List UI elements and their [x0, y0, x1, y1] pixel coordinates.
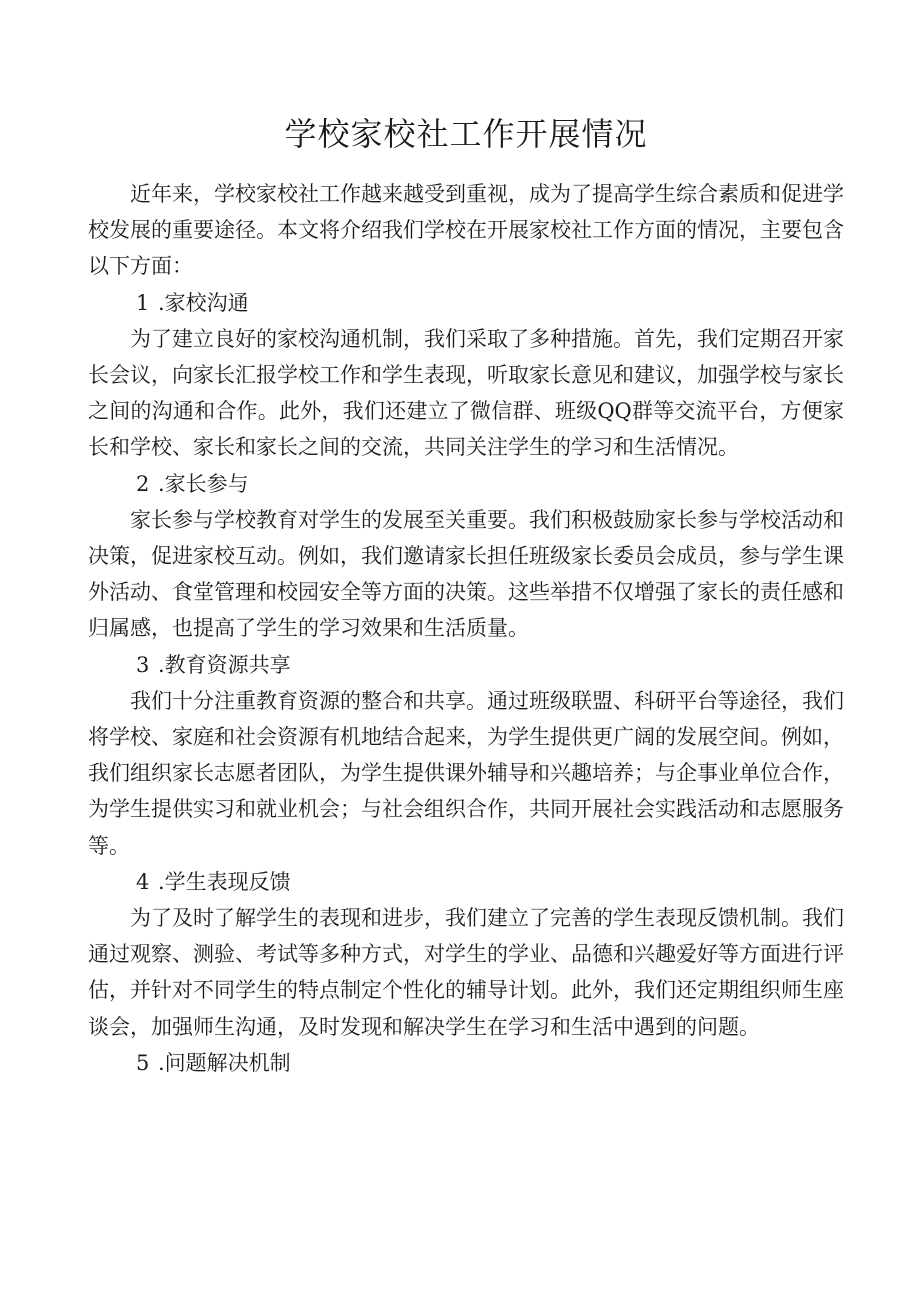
section-number: 4 [136, 869, 150, 894]
section-number: 1 [136, 290, 150, 315]
section-heading-5 [88, 1045, 844, 1081]
section-heading-2 [88, 466, 844, 502]
document-title: 学校家校社工作开展情况 [284, 115, 648, 153]
section-number: 2 [136, 471, 150, 496]
section-number: 3 [136, 652, 150, 677]
section-number: 5 [136, 1050, 150, 1075]
section-heading-1 [88, 285, 844, 321]
section-heading-text: .问题解决机制 [158, 1050, 291, 1075]
section-heading-text: .学生表现反馈 [158, 869, 291, 894]
section-paragraph-2: 家长参与学校教育对学生的发展至关重要。我们积极鼓励家长参与学校活动和决策，促进家校互动。例如，我们邀请家长担任班级家长委员会成员，参与学生课外活动、食堂管理和校园安全等方面的决策。这些举措不仅增强了家长的责任感和归属感，也提高了学生的学习效果和生活质量。 [88, 507, 844, 641]
section-paragraph-3: 我们十分注重教育资源的整合和共享。通过班级联盟、科研平台等途径，我们将学校、家庭和社会资源有机地结合起来，为学生提供更广阔的发展空间。例如，我们组织家长志愿者团队，为学生提供课外辅导和兴趣培养；与企事业单位合作，为学生提供实习和就业机会；与社会组织合作，共同开展社会实践活动和志愿服务等。 [88, 688, 844, 858]
document-body [88, 176, 844, 1081]
section-heading-text: .家校沟通 [158, 290, 249, 315]
section-heading-text: .家长参与 [158, 471, 249, 496]
section-heading-3 [88, 647, 844, 683]
section-paragraph-4: 为了及时了解学生的表现和进步，我们建立了完善的学生表现反馈机制。我们通过观察、测验、考试等多种方式，对学生的学业、品德和兴趣爱好等方面进行评估，并针对不同学生的特点制定个性化的辅导计划。此外，我们还定期组织师生座谈会，加强师生沟通，及时发现和解决学生在学习和生活中遇到的问题。 [88, 906, 844, 1039]
section-heading-text: .教育资源共享 [158, 652, 291, 677]
section-heading-4 [88, 864, 844, 900]
section-paragraph-1: 为了建立良好的家校沟通机制，我们采取了多种措施。首先，我们定期召开家长会议，向家长汇报学校工作和学生表现，听取家长意见和建议，加强学校与家长之间的沟通和合作。此外，我们还建立了微信群、班级QQ群等交流平台，方便家长和学校、家长和家长之间的交流，共同关注学生的学习和生活情况。 [88, 326, 844, 460]
intro-paragraph: 近年来，学校家校社工作越来越受到重视，成为了提高学生综合素质和促进学校发展的重要途径。本文将介绍我们学校在开展家校社工作方面的情况，主要包含以下方面： [88, 182, 844, 279]
